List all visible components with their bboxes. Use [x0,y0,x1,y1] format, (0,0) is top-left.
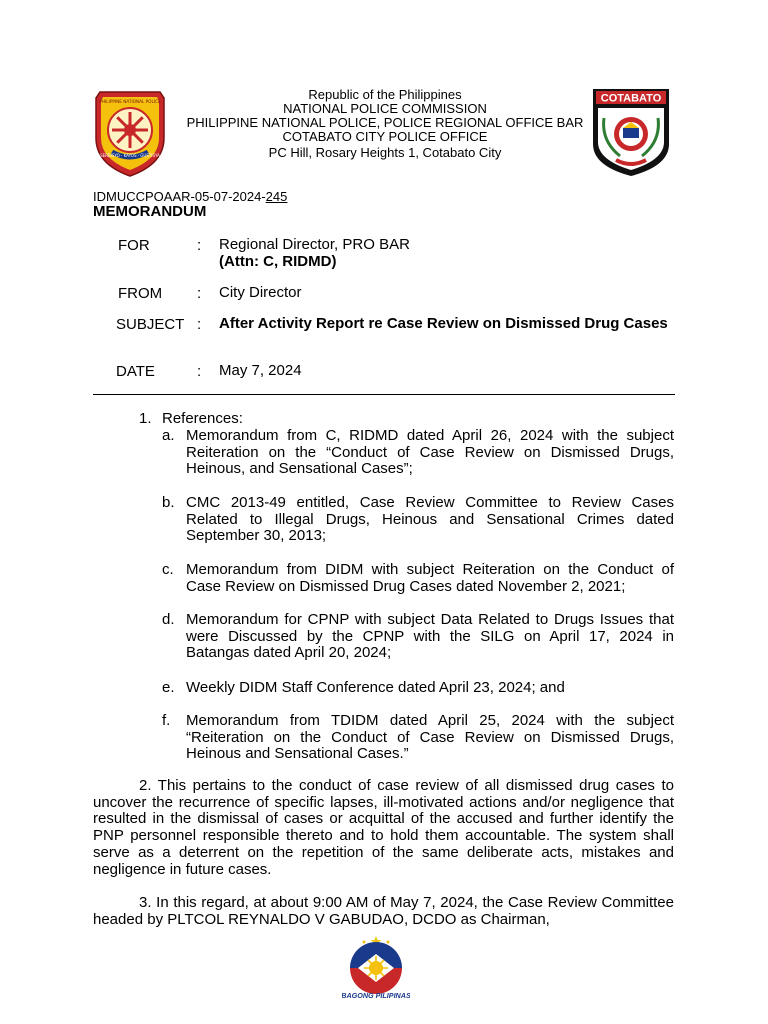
memo-id-prefix: IDMUCCPOAAR-05-07-2024- [93,189,266,204]
paragraph-2: 2. This pertains to the conduct of case review of all dismissed drug cases to uncover the recurrence of specific lapses, ill-motivated actions and/or negligence that resulted in the dismissal of cases or acquittal of the accused and further identify the PNP personnel responsible thereto and to hold them accountable. The system shall serve as a deterrent on the repetition of the same deliberate acts, mistakes and negligence in future cases. [93,777,674,878]
reference-item: Memorandum from C, RIDMD dated April 26, 2024 with the subject Reiteration on the “Conduct of Case Review on Dismissed Drugs, Heinous, and Sensational Cases”; [186,427,674,478]
reference-letter: e. [162,679,175,696]
pnp-seal-logo [92,86,168,178]
date-value: May 7, 2024 [219,362,302,379]
from-label: FROM [118,285,163,302]
reference-item: Memorandum from TDIDM dated April 25, 2024 with the subject “Reiteration on the Conduct of Case Review on Dismissed Drugs, Heinous and Sensational Cases.” [186,712,674,763]
svg-text:PHILIPPINE NATIONAL POLICE: PHILIPPINE NATIONAL POLICE [99,99,161,104]
memo-title: MEMORANDUM [93,203,207,220]
from-colon: : [197,285,202,302]
bagong-pilipinas-logo [342,934,410,1002]
reference-letter: f. [162,712,171,729]
for-label: FOR [118,237,150,254]
reference-letter: d. [162,611,175,628]
subject-colon: : [197,316,202,333]
from-value: City Director [219,284,302,301]
for-value: Regional Director, PRO BAR [219,236,410,253]
header-office: COTABATO CITY POLICE OFFICE [282,129,488,144]
date-colon: : [197,363,202,380]
svg-text:BAGONG PILIPINAS: BAGONG PILIPINAS [342,991,410,1000]
cotabato-police-logo [590,86,672,178]
header-napolcom: NATIONAL POLICE COMMISSION [283,101,487,116]
reference-letter: c. [162,561,174,578]
reference-item: CMC 2013-49 entitled, Case Review Committee to Review Cases Related to Illegal Drugs, Heinous and Sensational Crimes dated September 30, 2013; [186,494,674,545]
date-label: DATE [116,363,155,380]
memo-reference-number [93,189,287,204]
reference-letter: b. [162,494,175,511]
references-title: References: [162,410,243,427]
header-pnp: PHILIPPINE NATIONAL POLICE, POLICE REGIONAL OFFICE BAR [186,115,584,130]
subject-value: After Activity Report re Case Review on Dismissed Drug Cases [219,315,668,332]
reference-item: Weekly DIDM Staff Conference dated April 23, 2024; and [186,679,565,696]
for-attn: (Attn: C, RIDMD) [219,253,337,270]
svg-text:SERBISYO · KAYOS · GUSTISYA: SERBISYO · KAYOS · GUSTISYA [100,153,160,158]
header-republic: Republic of the Philippines [308,87,462,102]
memo-id-suffix: 245 [265,189,288,204]
for-colon: : [197,237,202,254]
header-address: PC Hill, Rosary Heights 1, Cotabato City [268,145,502,160]
reference-item: Memorandum for CPNP with subject Data Related to Drugs Issues that were Discussed by the CPNP with the SILG on April 17, 2024 in Batangas dated April 20, 2024; [186,611,674,662]
reference-item: Memorandum from DIDM with subject Reiteration on the Conduct of Case Review on Dismissed Drug Cases dated November 2, 2021; [186,561,674,595]
references-number: 1. [139,410,152,427]
subject-label: SUBJECT [116,316,185,333]
reference-letter: a. [162,427,175,444]
header-divider [93,394,675,395]
paragraph-3: 3. In this regard, at about 9:00 AM of May 7, 2024, the Case Review Committee headed by PLTCOL REYNALDO V GABUDAO, DCDO as Chairman, [93,894,674,928]
svg-text:COTABATO: COTABATO [600,92,662,105]
